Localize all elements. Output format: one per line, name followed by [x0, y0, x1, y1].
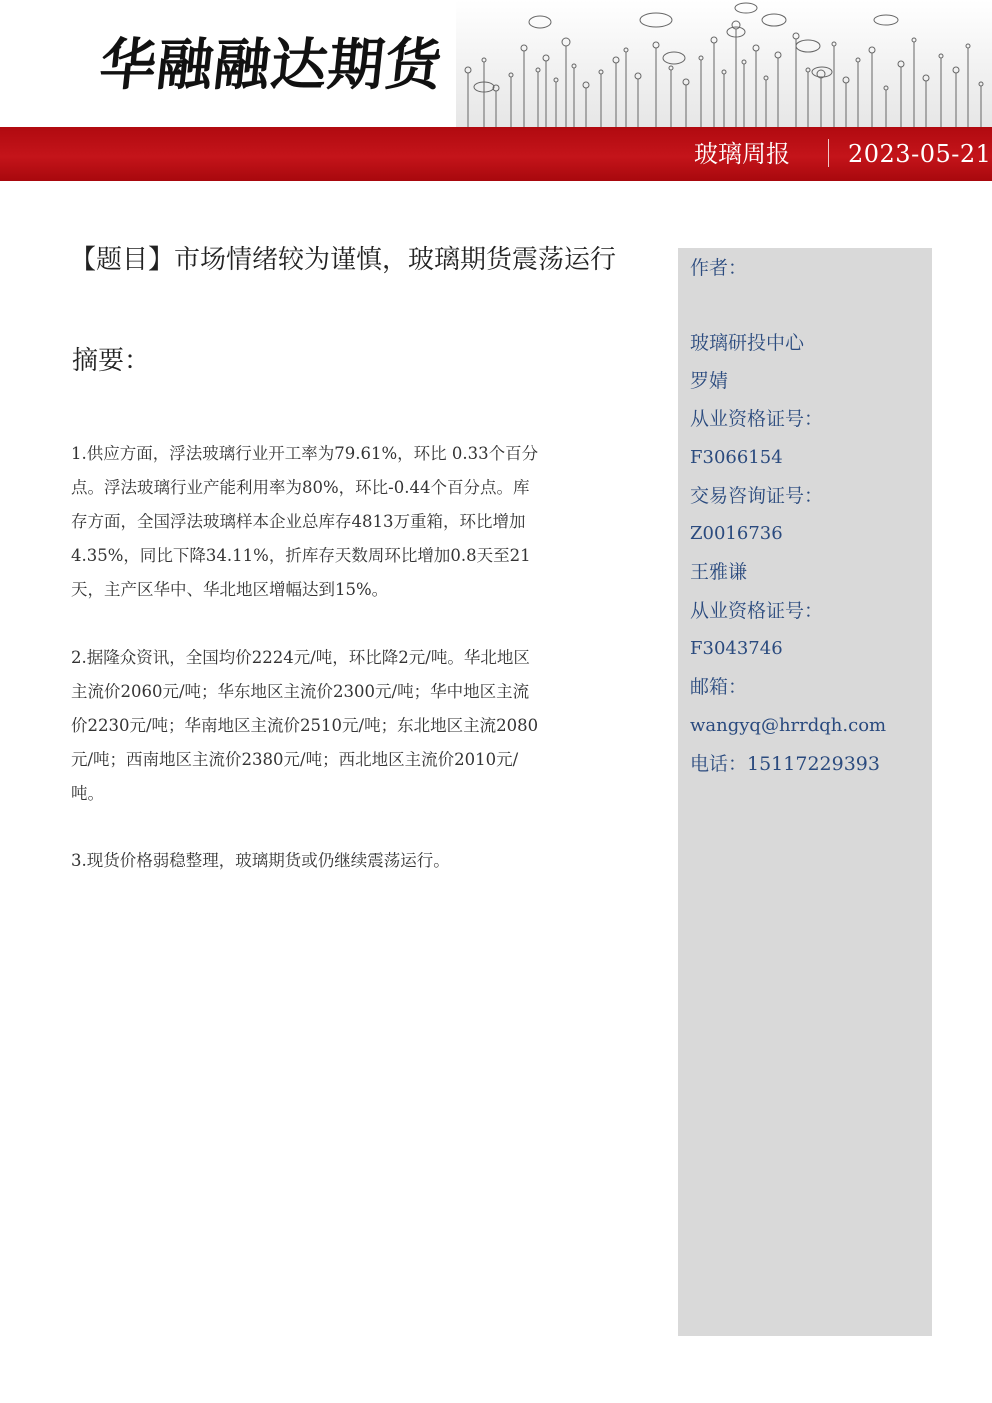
paragraph-line: 2.据隆众资讯，全国均价2224元/吨，环比降2元/吨。华北地区 — [71, 648, 530, 667]
email-label: 邮箱： — [690, 676, 748, 698]
abstract-paragraph-2 — [71, 641, 596, 811]
abstract-heading: 摘要： — [72, 346, 151, 376]
author-name-1: 罗婧 — [690, 370, 729, 392]
paragraph-line: 价2230元/吨；华南地区主流价2510元/吨；东北地区主流2080 — [71, 716, 539, 735]
paragraph-line: 4.35%，同比下降34.11%，折库存天数周环比增加0.8天至21 — [71, 546, 531, 565]
abstract-paragraph-3 — [71, 844, 596, 878]
decorative-header-graphic — [456, 0, 992, 128]
report-name: 玻璃周报 — [694, 140, 790, 168]
author-department: 玻璃研投中心 — [690, 332, 805, 354]
consulting-number: Z0016736 — [690, 523, 783, 544]
paragraph-line: 主流价2060元/吨；华东地区主流价2300元/吨；华中地区主流 — [71, 682, 530, 701]
paragraph-line: 点。浮法玻璃行业产能利用率为80%，环比-0.44个百分点。库 — [71, 478, 530, 497]
qualification-number-2: F3043746 — [690, 638, 783, 659]
author-sidebar — [678, 248, 932, 1336]
qualification-label-1: 从业资格证号： — [690, 408, 824, 430]
paragraph-line: 元/吨；西南地区主流价2380元/吨；西北地区主流价2010元/ — [71, 750, 519, 769]
banner-divider — [828, 139, 829, 167]
abstract-paragraph-1 — [71, 437, 596, 607]
paragraph-line: 存方面，全国浮法玻璃样本企业总库存4813万重箱，环比增加 — [71, 512, 526, 531]
phone-number: 电话：15117229393 — [690, 753, 880, 775]
header-banner — [0, 127, 992, 181]
paragraph-line: 3.现货价格弱稳整理，玻璃期货或仍继续震荡运行。 — [71, 851, 450, 870]
email-address[interactable]: wangyq@hrrdqh.com — [690, 715, 887, 736]
report-title: 【题目】市场情绪较为谨慎，玻璃期货震荡运行 — [70, 245, 617, 275]
author-name-2: 王雅谦 — [690, 561, 748, 583]
report-date: 2023-05-21 — [848, 140, 992, 168]
paragraph-line: 天，主产区华中、华北地区增幅达到15%。 — [71, 580, 389, 599]
paragraph-line: 1.供应方面，浮法玻璃行业开工率为79.61%，环比 0.33个百分 — [71, 444, 539, 463]
paragraph-line: 吨。 — [71, 784, 104, 803]
author-label: 作者： — [690, 257, 748, 279]
consulting-label: 交易咨询证号： — [690, 485, 824, 507]
qualification-label-2: 从业资格证号： — [690, 600, 824, 622]
qualification-number-1: F3066154 — [690, 447, 783, 468]
company-logo: 华融融达期货 — [96, 33, 446, 98]
